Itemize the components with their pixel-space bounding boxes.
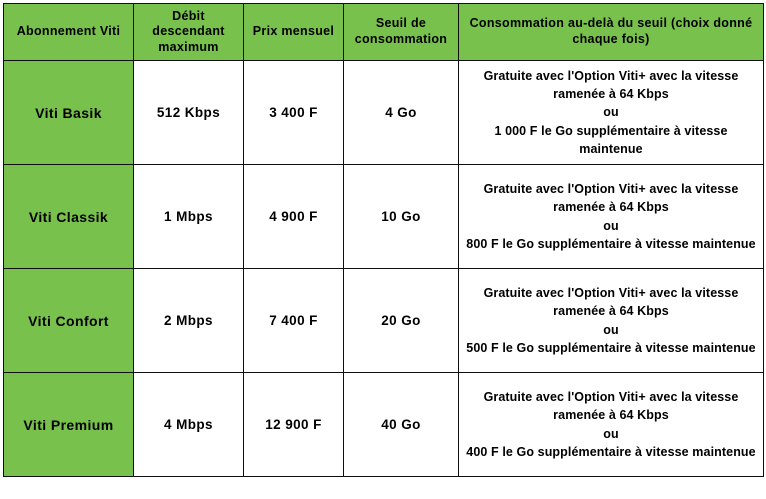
plan-data-cap: 4 Go bbox=[344, 61, 459, 165]
table-row bbox=[4, 61, 764, 165]
plan-overage bbox=[459, 373, 764, 477]
table-body bbox=[4, 61, 764, 477]
overage-separator: ou bbox=[603, 322, 619, 337]
overage-option-free: Gratuite avec l'Option Viti+ avec la vitesse ramenée à 64 Kbps bbox=[483, 390, 739, 423]
plan-price: 7 400 F bbox=[244, 269, 344, 373]
plan-speed: 2 Mbps bbox=[134, 269, 244, 373]
table-row bbox=[4, 269, 764, 373]
plan-data-cap: 40 Go bbox=[344, 373, 459, 477]
column-header-data-cap: Seuil de consommation bbox=[344, 4, 459, 61]
overage-separator: ou bbox=[603, 218, 619, 233]
overage-separator: ou bbox=[603, 426, 619, 441]
plan-speed: 1 Mbps bbox=[134, 165, 244, 269]
overage-option-paid: 400 F le Go supplémentaire à vitesse maintenue bbox=[466, 444, 756, 459]
plan-overage bbox=[459, 165, 764, 269]
plan-speed: 512 Kbps bbox=[134, 61, 244, 165]
plan-price: 12 900 F bbox=[244, 373, 344, 477]
overage-option-free: Gratuite avec l'Option Viti+ avec la vitesse ramenée à 64 Kbps bbox=[483, 182, 739, 215]
column-header-monthly-price: Prix mensuel bbox=[244, 4, 344, 61]
table-header-row bbox=[4, 4, 764, 61]
plan-price: 4 900 F bbox=[244, 165, 344, 269]
table-header bbox=[4, 4, 764, 61]
tariff-table bbox=[3, 3, 764, 477]
plan-name: Viti Premium bbox=[4, 373, 134, 477]
column-header-downstream-speed: Débit descendant maximum bbox=[134, 4, 244, 61]
plan-speed: 4 Mbps bbox=[134, 373, 244, 477]
plan-name: Viti Confort bbox=[4, 269, 134, 373]
column-header-overage: Consommation au-delà du seuil (choix donné chaque fois) bbox=[459, 4, 764, 61]
plan-name: Viti Classik bbox=[4, 165, 134, 269]
overage-option-paid: 1 000 F le Go supplémentaire à vitesse maintenue bbox=[494, 123, 728, 156]
plan-overage bbox=[459, 269, 764, 373]
overage-option-free: Gratuite avec l'Option Viti+ avec la vitesse ramenée à 64 Kbps bbox=[483, 69, 739, 102]
overage-option-free: Gratuite avec l'Option Viti+ avec la vitesse ramenée à 64 Kbps bbox=[483, 286, 739, 319]
overage-option-paid: 800 F le Go supplémentaire à vitesse maintenue bbox=[466, 236, 756, 251]
overage-option-paid: 500 F le Go supplémentaire à vitesse maintenue bbox=[466, 340, 756, 355]
table-row bbox=[4, 165, 764, 269]
table-row bbox=[4, 373, 764, 477]
plan-data-cap: 20 Go bbox=[344, 269, 459, 373]
column-header-subscription: Abonnement Viti bbox=[4, 4, 134, 61]
overage-separator: ou bbox=[603, 105, 619, 120]
plan-name: Viti Basik bbox=[4, 61, 134, 165]
plan-data-cap: 10 Go bbox=[344, 165, 459, 269]
plan-price: 3 400 F bbox=[244, 61, 344, 165]
plan-overage bbox=[459, 61, 764, 165]
